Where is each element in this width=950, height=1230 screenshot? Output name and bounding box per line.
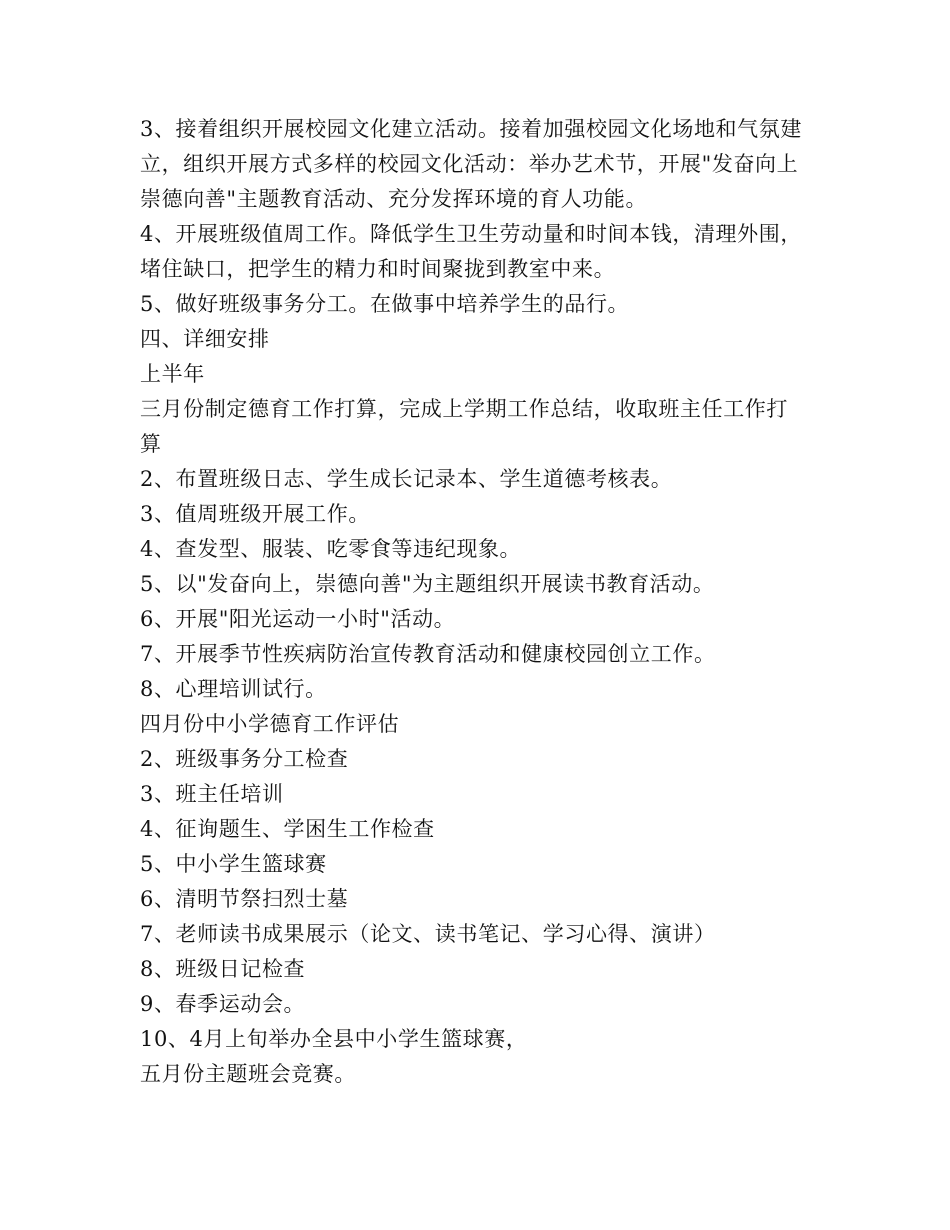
text-line: 4、开展班级值周工作。降低学生卫生劳动量和时间本钱，清理外围， (140, 222, 802, 246)
list-item: 6、开展"阳光运动一小时"活动。 (140, 607, 456, 631)
text-line: 堵住缺口，把学生的精力和时间聚拢到教室中来。 (140, 257, 616, 281)
text-line: 算 (140, 432, 162, 456)
list-item: 5、以"发奋向上，崇德向善"为主题组织开展读书教育活动。 (140, 572, 715, 596)
list-item: 4、查发型、服装、吃零食等违纪现象。 (140, 537, 522, 561)
list-item: 3、值周班级开展工作。 (140, 502, 370, 526)
list-item: 2、布置班级日志、学生成长记录本、学生道德考核表。 (140, 467, 673, 491)
list-item: 10、4月上旬举办全县中小学生篮球赛， (140, 1027, 528, 1051)
list-item: 3、班主任培训 (140, 782, 284, 806)
list-item: 4、征询题生、学困生工作检查 (140, 817, 435, 841)
text-line: 3、接着组织开展校园文化建立活动。接着加强校园文化场地和气氛建 (140, 117, 802, 141)
list-item: 8、心理培训试行。 (140, 677, 327, 701)
list-item: 8、班级日记检查 (140, 957, 306, 981)
list-item: 7、老师读书成果展示（论文、读书笔记、学习心得、演讲） (140, 922, 716, 946)
subsection-heading: 上半年 (140, 362, 205, 386)
text-line: 三月份制定德育工作打算，完成上学期工作总结，收取班主任工作打 (140, 397, 788, 421)
list-item: 9、春季运动会。 (140, 992, 306, 1016)
text-line: 立，组织开展方式多样的校园文化活动：举办艺术节，开展"发奋向上 (140, 152, 799, 176)
text-line: 四月份中小学德育工作评估 (140, 712, 400, 736)
list-item: 6、清明节祭扫烈士墓 (140, 887, 349, 911)
text-line: 5、做好班级事务分工。在做事中培养学生的品行。 (140, 292, 630, 316)
text-line: 五月份主题班会竞赛。 (140, 1062, 356, 1086)
document-body (140, 112, 830, 1092)
section-heading: 四、详细安排 (140, 327, 270, 351)
list-item: 2、班级事务分工检查 (140, 747, 349, 771)
text-line: 崇德向善"主题教育活动、充分发挥环境的育人功能。 (140, 187, 648, 211)
list-item: 7、开展季节性疾病防治宣传教育活动和健康校园创立工作。 (140, 642, 716, 666)
list-item: 5、中小学生篮球赛 (140, 852, 327, 876)
